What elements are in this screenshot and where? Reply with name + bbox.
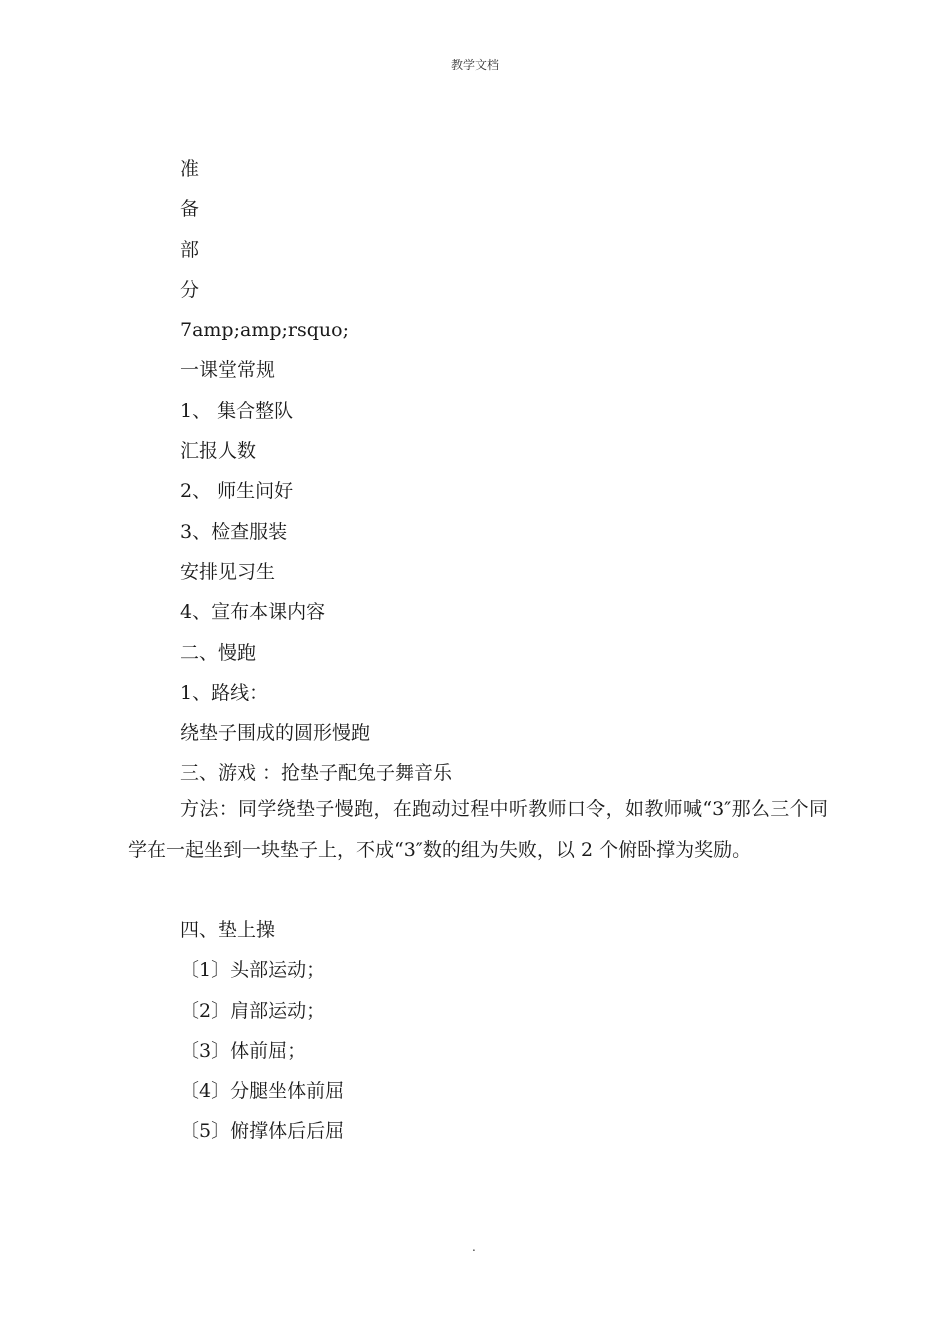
list-item: 〔5〕俯撑体后后屈 xyxy=(180,1120,345,1143)
text-line: 1、 集合整队 xyxy=(180,399,294,422)
text-line: 7amp;amp;rsquo; xyxy=(180,319,349,342)
text-line: 4、宣布本课内容 xyxy=(180,601,326,624)
section-heading: 四、垫上操 xyxy=(180,919,276,941)
page-header: 教学文档 xyxy=(450,58,499,72)
section-heading: 二、慢跑 xyxy=(180,641,257,664)
section-heading: 一课堂常规 xyxy=(180,359,276,382)
text-line: 1、路线： xyxy=(180,681,269,704)
text-line: 绕垫子围成的圆形慢跑 xyxy=(180,722,371,745)
text-line: 准 xyxy=(180,158,200,180)
section-heading: 三、游戏 ：抢垫子配兔子舞音乐 xyxy=(180,762,453,785)
lesson-outline-bottom xyxy=(180,910,860,1152)
text-line: 安排见习生 xyxy=(180,560,276,583)
text-line: 分 xyxy=(180,278,200,301)
text-line: 2、 师生问好 xyxy=(180,480,294,503)
method-paragraph: 方法：同学绕垫子慢跑，在跑动过程中听教师口令，如教师喊“3″那么三个同学在一起坐到一块垫子上，不成“3″数的组为失败，以 2 个俯卧撑为奖励。 xyxy=(128,798,828,861)
page-footer-mark: . xyxy=(472,1240,476,1254)
list-item: 〔3〕体前屈； xyxy=(180,1039,307,1062)
text-line: 备 xyxy=(180,198,200,221)
text-line: 部 xyxy=(180,238,200,261)
list-item: 〔1〕头部运动； xyxy=(180,959,326,982)
list-item: 〔4〕分腿坐体前屈 xyxy=(180,1080,345,1103)
lesson-outline-top xyxy=(180,149,860,794)
list-item: 〔2〕肩部运动； xyxy=(180,999,326,1022)
text-line: 3、检查服装 xyxy=(180,520,288,543)
text-line: 汇报人数 xyxy=(180,440,257,463)
